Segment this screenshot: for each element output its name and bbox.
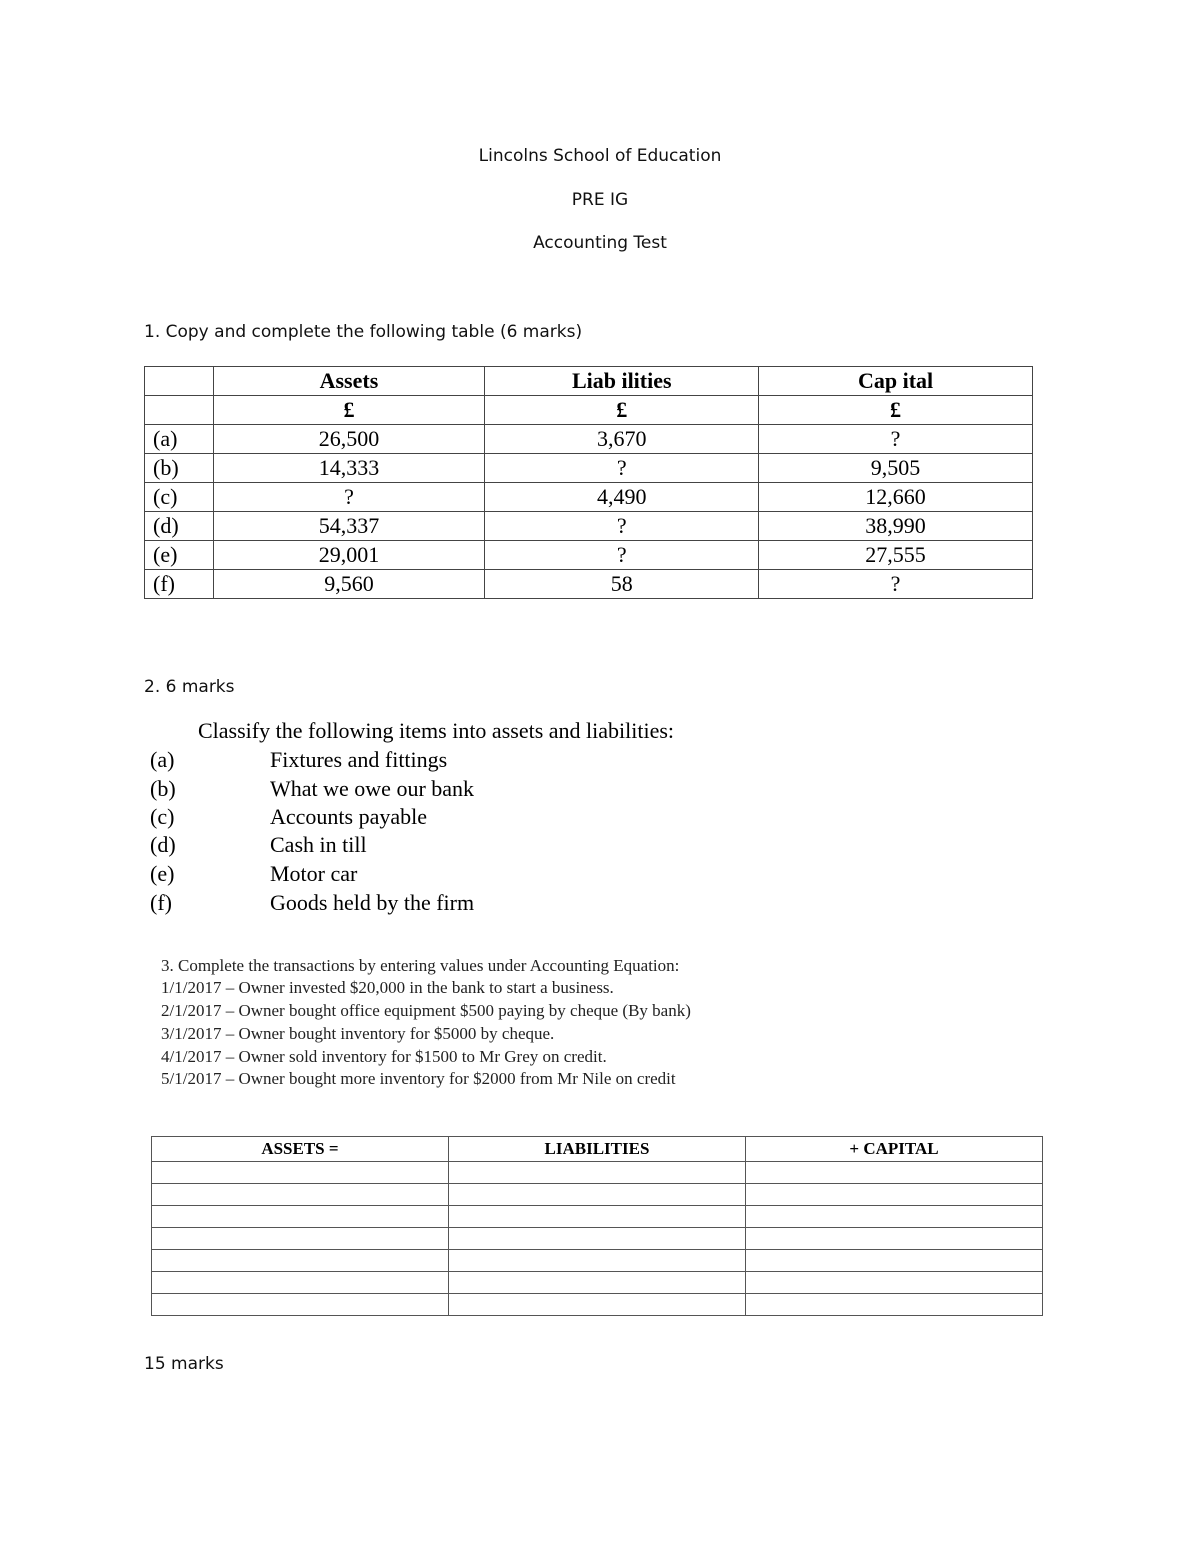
q1-table [144, 366, 1033, 599]
item-label: (f) [150, 890, 172, 915]
column-header-assets: Assets [213, 367, 485, 396]
table-row [152, 1206, 1043, 1228]
capital-cell: 27,555 [759, 541, 1033, 570]
capital-cell: 9,505 [759, 454, 1033, 483]
table-header-row [152, 1137, 1043, 1162]
list-item [150, 861, 750, 890]
liabilities-cell: ? [485, 541, 759, 570]
transaction-line: 4/1/2017 – Owner sold inventory for $1500 to Mr Grey on credit. [161, 1047, 607, 1066]
row-label: (d) [145, 512, 214, 541]
table-row [145, 425, 1033, 454]
column-header-capital: + CAPITAL [746, 1137, 1043, 1162]
table-row [152, 1162, 1043, 1184]
liabilities-cell: 58 [485, 570, 759, 599]
table-row [145, 483, 1033, 512]
row-label: (f) [145, 570, 214, 599]
empty-cell [448, 1162, 745, 1184]
row-label: (c) [145, 483, 214, 512]
empty-cell [152, 1272, 449, 1294]
currency-symbol: £ [485, 396, 759, 425]
currency-symbol: £ [759, 396, 1033, 425]
assets-cell: 54,337 [213, 512, 485, 541]
q3-instruction: 3. Complete the transactions by entering values under Accounting Equation: [161, 956, 680, 975]
liabilities-cell: 3,670 [485, 425, 759, 454]
item-label: (a) [150, 747, 175, 772]
row-label: (a) [145, 425, 214, 454]
empty-cell [746, 1206, 1043, 1228]
q3-marks: 15 marks [144, 1354, 224, 1374]
assets-cell: 9,560 [213, 570, 485, 599]
transaction-line: 3/1/2017 – Owner bought inventory for $5000 by cheque. [161, 1024, 555, 1043]
empty-cell [152, 1206, 449, 1228]
assets-cell: ? [213, 483, 485, 512]
liabilities-cell: ? [485, 454, 759, 483]
column-header-liabilities: LIABILITIES [448, 1137, 745, 1162]
empty-cell [746, 1294, 1043, 1316]
empty-cell [152, 1228, 449, 1250]
transaction-line: 1/1/2017 – Owner invested $20,000 in the bank to start a business. [161, 978, 614, 997]
list-item [150, 747, 750, 776]
column-header-capital: Cap ital [759, 367, 1033, 396]
capital-cell: ? [759, 425, 1033, 454]
school-name: Lincolns School of Education [478, 146, 722, 166]
empty-cell [448, 1294, 745, 1316]
list-item [150, 890, 750, 919]
table-row [152, 1250, 1043, 1272]
empty-cell [152, 1162, 449, 1184]
q2-heading: 2. 6 marks [144, 677, 235, 697]
liabilities-cell: 4,490 [485, 483, 759, 512]
empty-cell [152, 1184, 449, 1206]
list-item [150, 776, 750, 805]
item-text: Fixtures and fittings [270, 747, 448, 772]
item-label: (b) [150, 776, 176, 801]
item-text: Motor car [270, 861, 358, 886]
item-text: Cash in till [270, 832, 367, 857]
table-row [145, 454, 1033, 483]
capital-cell: 12,660 [759, 483, 1033, 512]
empty-cell [448, 1250, 745, 1272]
empty-cell [746, 1250, 1043, 1272]
table-cell [145, 367, 214, 396]
empty-cell [152, 1294, 449, 1316]
capital-cell: ? [759, 570, 1033, 599]
item-text: Accounts payable [270, 804, 427, 829]
column-header-liabilities: Liab ilities [485, 367, 759, 396]
item-label: (d) [150, 832, 176, 857]
empty-cell [448, 1228, 745, 1250]
row-label: (e) [145, 541, 214, 570]
empty-cell [746, 1228, 1043, 1250]
table-row [145, 570, 1033, 599]
accounting-equation-table [151, 1136, 1043, 1316]
empty-cell [448, 1184, 745, 1206]
empty-cell [152, 1250, 449, 1272]
capital-cell: 38,990 [759, 512, 1033, 541]
test-title: Accounting Test [533, 233, 667, 253]
table-row [152, 1272, 1043, 1294]
transaction-line: 2/1/2017 – Owner bought office equipment $500 paying by cheque (By bank) [161, 1001, 691, 1020]
item-label: (c) [150, 804, 175, 829]
table-row [152, 1294, 1043, 1316]
table-row [145, 512, 1033, 541]
item-text: Goods held by the firm [270, 890, 475, 915]
level-title: PRE IG [571, 190, 629, 210]
row-label: (b) [145, 454, 214, 483]
transaction-line: 5/1/2017 – Owner bought more inventory for $2000 from Mr Nile on credit [161, 1069, 676, 1088]
list-item [150, 804, 750, 833]
table-row [145, 541, 1033, 570]
q1-prompt: 1. Copy and complete the following table (6 marks) [144, 322, 583, 342]
table-row [152, 1184, 1043, 1206]
empty-cell [746, 1272, 1043, 1294]
table-header-row [145, 367, 1033, 396]
empty-cell [448, 1272, 745, 1294]
currency-symbol: £ [213, 396, 485, 425]
q2-intro: Classify the following items into assets and liabilities: [198, 718, 675, 743]
assets-cell: 26,500 [213, 425, 485, 454]
table-cell [145, 396, 214, 425]
empty-cell [746, 1162, 1043, 1184]
liabilities-cell: ? [485, 512, 759, 541]
item-text: What we owe our bank [270, 776, 475, 801]
table-currency-row [145, 396, 1033, 425]
list-item [150, 832, 750, 861]
assets-cell: 29,001 [213, 541, 485, 570]
table-row [152, 1228, 1043, 1250]
item-label: (e) [150, 861, 175, 886]
assets-cell: 14,333 [213, 454, 485, 483]
empty-cell [746, 1184, 1043, 1206]
empty-cell [448, 1206, 745, 1228]
column-header-assets: ASSETS = [152, 1137, 449, 1162]
